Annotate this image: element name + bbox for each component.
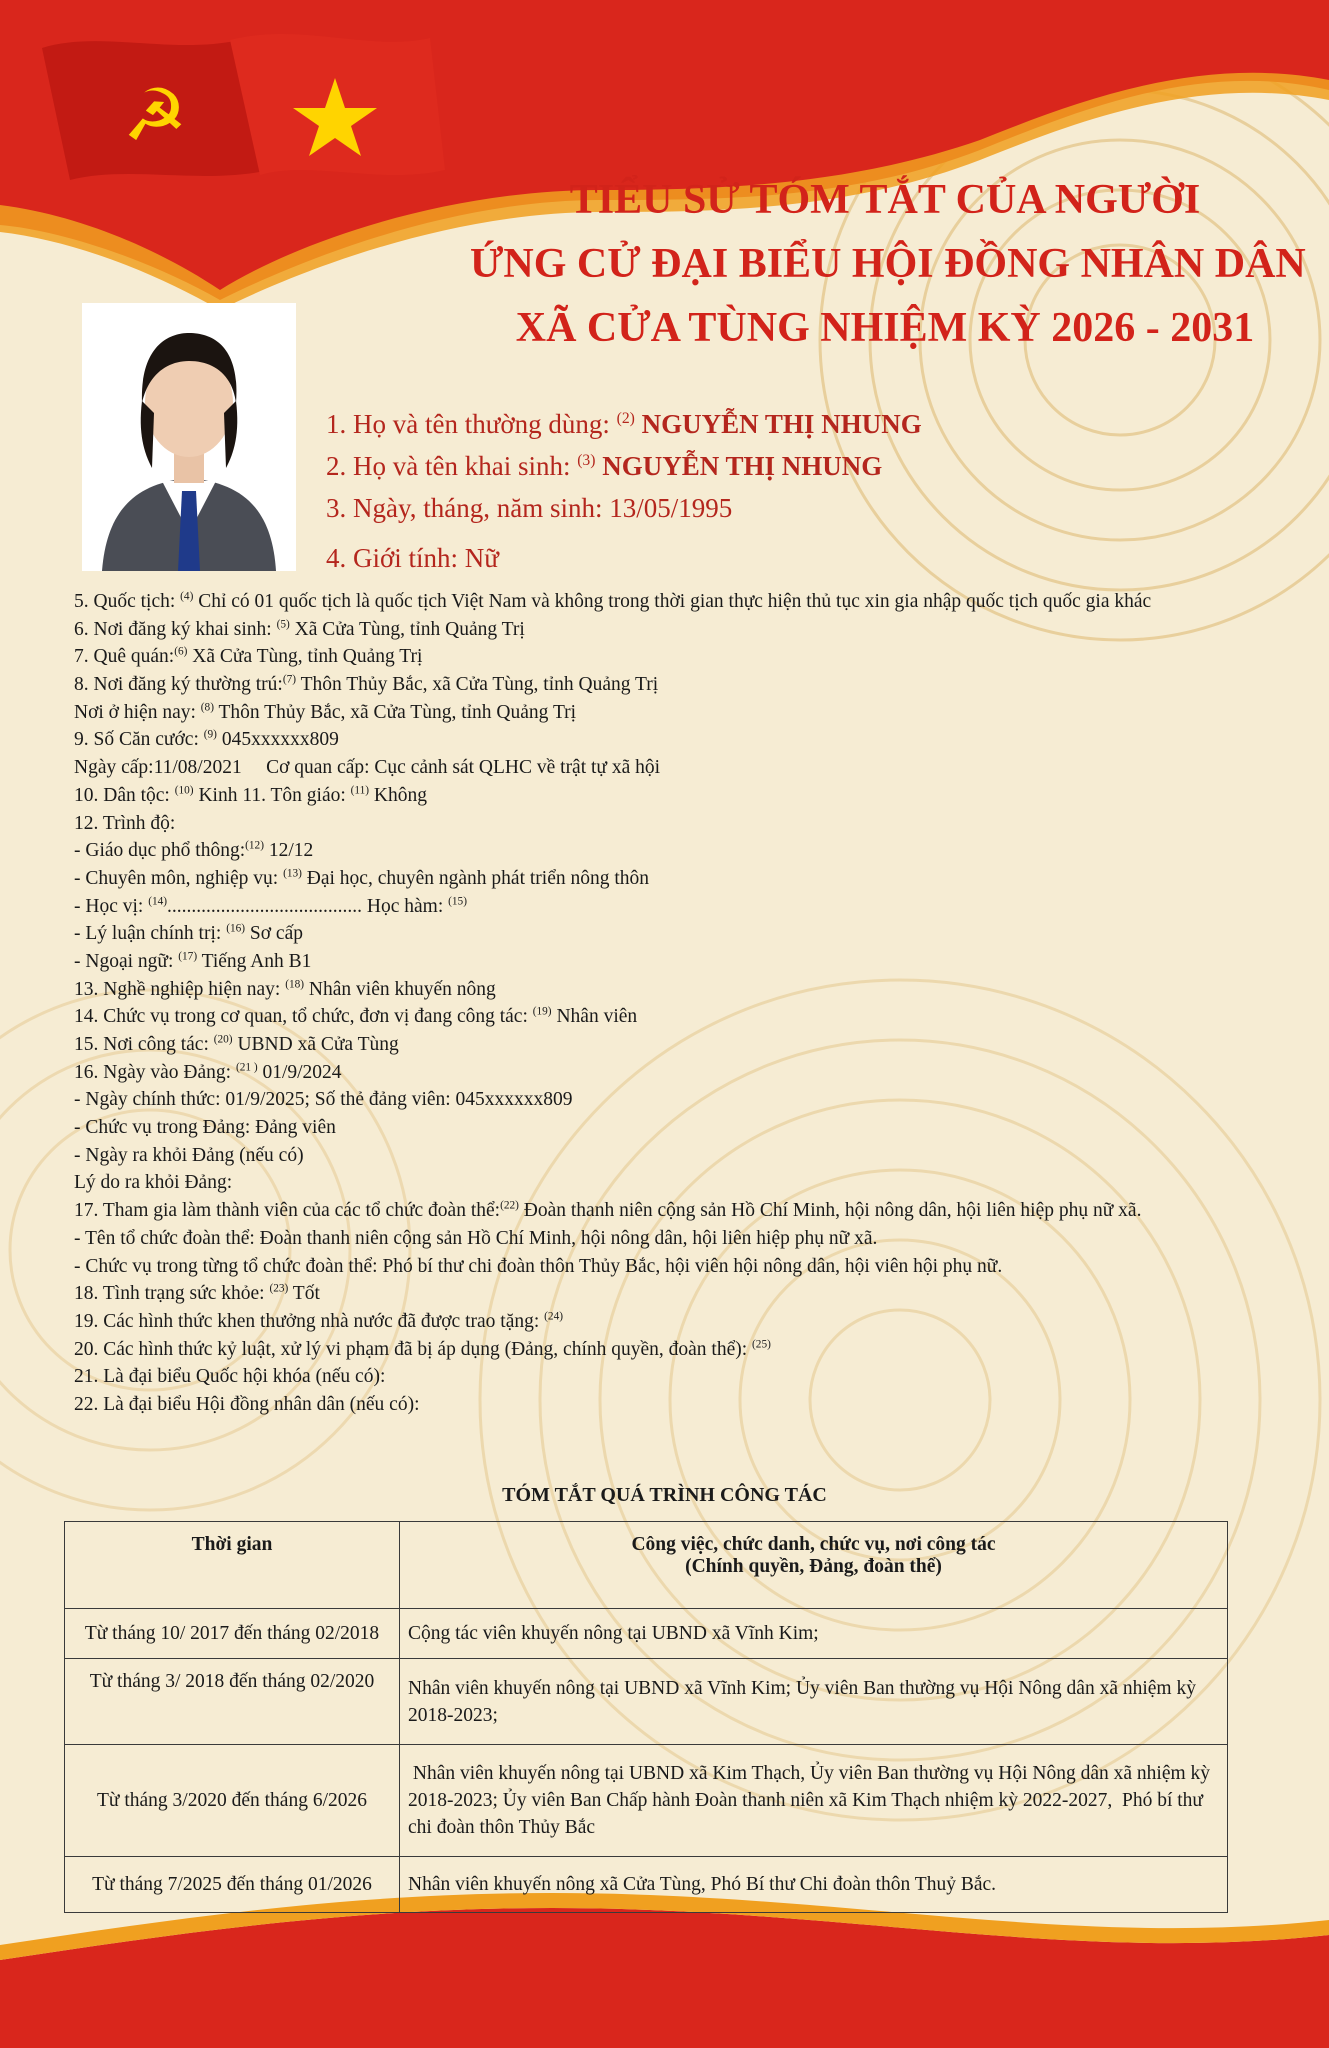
detail-party-leave-reason: Lý do ra khỏi Đảng: [74,1172,233,1194]
title-line-1: TIỂU SỬ TÓM TẮT CỦA NGƯỜI [569,177,1201,223]
footnote-marker: (16) [226,922,246,935]
detail-text: 16. Ngày vào Đảng: [74,1061,236,1083]
detail-health [74,1280,1234,1308]
column-header-time: Thời gian [65,1522,400,1609]
detail-hometown [74,643,1234,671]
detail-text: 19. Các hình thức khen thưởng nhà nước đã được trao tặng: [74,1310,545,1332]
detail-text: 045xxxxxx809 [216,729,339,751]
footnote-marker: (6) [174,645,188,658]
table-cell-time: Từ tháng 7/2025 đến tháng 01/2026 [65,1857,400,1913]
table-cell-time: Từ tháng 3/2020 đến tháng 6/2026 [65,1745,400,1857]
footnote-marker: (4) [180,590,194,603]
detail-text: Thôn Thủy Bắc, xã Cửa Tùng, tỉnh Quảng Trị [213,701,577,723]
detail-text: Xã Cửa Tùng, tỉnh Quảng Trị [187,646,423,668]
detail-organization-names: - Tên tổ chức đoàn thể: Đoàn thanh niên cộng sản Hồ Chí Minh, hội nông dân, hội liên hiệp phụ nữ xã. [74,1227,878,1249]
table-cell-job: Nhân viên khuyến nông tại UBND xã Vĩnh Kim; Ủy viên Ban thường vụ Hội Nông dân xã nhiệm kỳ 2018-2023; [400,1659,1228,1745]
detail-text: 13. Nghề nghiệp hiện nay: [74,978,286,1000]
national-flag-star [230,34,445,175]
footnote-marker: (7) [282,673,297,686]
field-common-name: 1. Họ và tên thường dùng: $^{(2)}$ NGUYỄN THỊ NHUNG [326,409,922,439]
detail-education-header: 12. Trình độ: [74,812,176,834]
detail-id-number [74,726,1234,754]
detail-text: Kinh 11. Tôn giáo: [193,784,351,806]
footnote-marker: (5) [276,618,290,631]
detail-text: Tốt [288,1283,320,1305]
detail-awards [74,1308,1234,1336]
table-cell-time: Từ tháng 10/ 2017 đến tháng 02/2018 [65,1609,400,1659]
detail-text: Nhân viên khuyến nông [304,978,496,1000]
portrait-image [82,303,296,571]
detail-text: Sơ cấp [245,923,303,945]
footnote-marker: (25) [752,1338,771,1351]
detail-text: 18. Tình trạng sức khỏe: [74,1283,270,1305]
detail-text: 17. Tham gia làm thành viên của các tổ chức đoàn thể: [74,1200,501,1222]
detail-text: Chỉ có 01 quốc tịch là quốc tịch Việt Nam và không trong thời gian thực hiện thủ tục xin gia nhập quốc tịch quốc gia khác [193,591,1152,612]
footnote-marker: (13) [283,867,302,880]
detail-party-position: - Chức vụ trong Đảng: Đảng viên [74,1117,336,1139]
detail-text: 20. Các hình thức kỷ luật, xử lý vi phạm đã bị áp dụng (Đảng, chính quyền, đoàn thể): [74,1338,753,1360]
detail-current-residence [74,699,1234,727]
detail-text: - Học vị: [74,895,149,917]
detail-position [74,1003,1234,1031]
detail-nationality [74,588,1234,616]
main-fields [326,403,922,579]
footnote-marker: (2) [616,410,635,427]
detail-text: Nơi ở hiện nay: [74,701,201,723]
detail-occupation [74,976,1234,1004]
table-row [65,1857,1228,1913]
detail-text: Xã Cửa Tùng, tỉnh Quảng Trị [289,618,525,640]
footnote-marker: (11) [350,784,370,797]
footnote-marker: (8) [200,701,214,714]
detail-text: Thôn Thủy Bắc, xã Cửa Tùng, tỉnh Quảng Trị [296,674,659,696]
detail-text: 9. Số Căn cước: [74,729,204,751]
table-cell-job: Nhân viên khuyến nông tại UBND xã Kim Thạch, Ủy viên Ban thường vụ Hội Nông dân xã nhiệm kỳ 2018-2023; Ủy viên Ban Chấp hành Đoàn thanh niên xã Kim Thạch nhiệm kỳ 2022-2027, Phó bí thư chi đoàn thôn Thủy Bắc [400,1745,1228,1857]
detail-foreign-language [74,948,1234,976]
detail-national-assembly: 21. Là đại biểu Quốc hội khóa (nếu có): [74,1366,386,1388]
page-title [470,168,1306,360]
title-line-2: ỨNG CỬ ĐẠI BIỂU HỘI ĐỒNG NHÂN DÂN [470,241,1306,287]
footnote-marker: (15) [448,895,467,908]
table-cell-job: Nhân viên khuyến nông xã Cửa Tùng, Phó Bí thư Chi đoàn thôn Thuỷ Bắc. [400,1857,1228,1913]
footnote-marker: (21 ) [235,1061,258,1074]
detail-text: ........................................ Học hàm: [167,895,449,917]
detail-party-official: - Ngày chính thức: 01/9/2025; Số thẻ đảng viên: 045xxxxxx809 [74,1089,573,1111]
table-row [65,1745,1228,1857]
footnote-marker: (20) [213,1033,233,1046]
detail-text: 15. Nơi công tác: [74,1034,214,1056]
detail-degree [74,893,1234,921]
table-row [65,1659,1228,1745]
detail-text: 8. Nơi đăng ký thường trú: [74,674,283,696]
detail-text: 6. Nơi đăng ký khai sinh: [74,618,277,640]
detail-text: 10. Dân tộc: [74,784,175,806]
detail-organization-positions: - Chức vụ trong từng tổ chức đoàn thể: Phó bí thư chi đoàn thôn Thủy Bắc, hội viên hội nông dân, hội viên hội phụ nữ. [74,1255,1003,1277]
details-list [74,588,1234,1419]
detail-text: 5. Quốc tịch: [74,591,181,612]
detail-text: Nhân viên [551,1006,638,1028]
detail-organizations [74,1197,1234,1225]
detail-text: 14. Chức vụ trong cơ quan, tổ chức, đơn vị đang công tác: [74,1006,533,1028]
detail-ethnicity-religion [74,782,1234,810]
footnote-marker: (22) [500,1199,519,1212]
footnote-marker: (3) [577,452,596,469]
work-history-table [64,1521,1228,1913]
footnote-marker: (17) [178,950,198,963]
title-line-3: XÃ CỬA TÙNG NHIỆM KỲ 2026 - 2031 [515,305,1255,351]
detail-workplace [74,1031,1234,1059]
detail-text: 7. Quê quán: [74,646,175,668]
svg-text:☭: ☭ [122,73,188,157]
footnote-marker: (10) [174,784,194,797]
footnote-marker: (12) [245,839,264,852]
table-cell-time: Từ tháng 3/ 2018 đến tháng 02/2020 [65,1659,400,1745]
detail-professional [74,865,1234,893]
detail-text: - Ngoại ngữ: [74,950,179,972]
column-header-job: Công việc, chức danh, chức vụ, nơi công tác (Chính quyền, Đảng, đoàn thể) [400,1522,1228,1609]
detail-text: UBND xã Cửa Tùng [232,1034,399,1056]
footnote-marker: (9) [203,728,217,741]
footnote-marker: (14) [148,895,168,908]
detail-discipline [74,1336,1234,1364]
detail-text: - Chuyên môn, nghiệp vụ: [74,867,284,889]
detail-people-council: 22. Là đại biểu Hội đồng nhân dân (nếu có): [74,1393,420,1415]
footnote-marker: (18) [285,978,305,991]
table-row [65,1609,1228,1659]
detail-id-issue: Ngày cấp:11/08/2021 Cơ quan cấp: Cục cảnh sát QLHC về trật tự xã hội [74,757,661,779]
table-header-row [65,1522,1228,1609]
detail-birth-registration [74,616,1234,644]
detail-text: 12/12 [263,840,314,862]
footnote-marker: (24) [544,1310,563,1323]
detail-party-join-date [74,1059,1234,1087]
work-history-title: TÓM TẮT QUÁ TRÌNH CÔNG TÁC [502,1484,827,1506]
detail-text: - Lý luận chính trị: [74,923,227,945]
footnote-marker: (19) [532,1005,552,1018]
detail-text: Không [369,784,428,806]
detail-party-leave-date: - Ngày ra khỏi Đảng (nếu có) [74,1144,304,1166]
candidate-portrait [82,303,296,571]
table-cell-job: Cộng tác viên khuyến nông tại UBND xã Vĩnh Kim; [400,1609,1228,1659]
detail-permanent-residence [74,671,1234,699]
detail-text: 01/9/2024 [257,1061,342,1083]
field-birth-name: 2. Họ và tên khai sinh: $^{(3)}$ NGUYỄN THỊ NHUNG [326,451,883,481]
footnote-marker: (23) [269,1282,289,1295]
detail-general-education [74,837,1234,865]
field-birth-date: 3. Ngày, tháng, năm sinh: 13/05/1995 [326,493,733,523]
detail-text: Đại học, chuyên ngành phát triển nông thôn [301,867,650,889]
detail-text: Đoàn thanh niên cộng sản Hồ Chí Minh, hội nông dân, hội liên hiệp phụ nữ xã. [518,1200,1142,1222]
field-gender: 4. Giới tính: Nữ [326,543,499,573]
detail-text: - Giáo dục phổ thông: [74,840,246,862]
detail-text: Tiếng Anh B1 [197,950,312,972]
detail-political-theory [74,920,1234,948]
